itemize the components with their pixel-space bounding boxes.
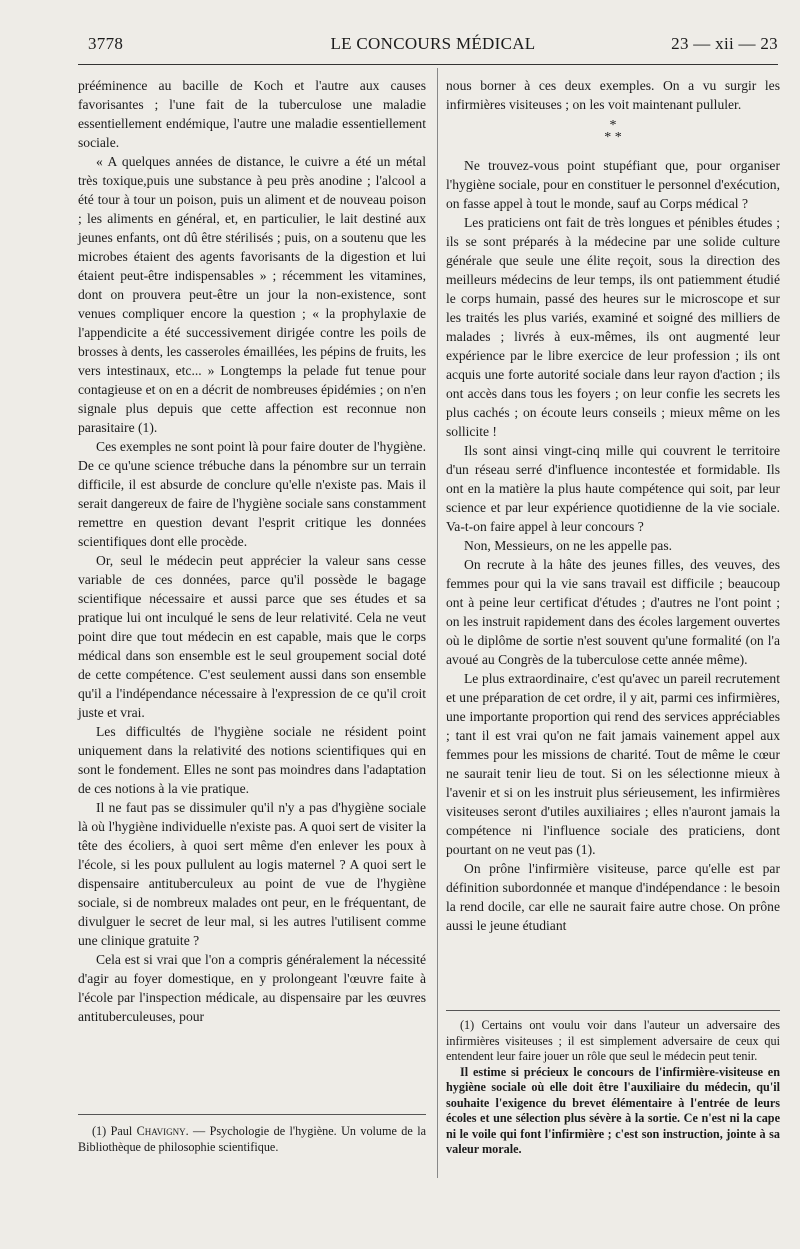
- right-paragraph-6: On recrute à la hâte des jeunes filles, des veuves, des femmes pour qui la vie sans travail est difficile ; beaucoup ont à peine leur certificat d'études ; d'autres ne l'ont point ; on les instruit rapidement dans des écoles largement ouvertes où le diplôme de sortie n'est souvent qu'une formalité (on l'a avoué au Congrès de la tuberculose cette année même).: [446, 557, 780, 667]
- left-footnote-rule: [78, 1114, 426, 1115]
- right-paragraph-5: Non, Messieurs, on ne les appelle pas.: [464, 538, 673, 553]
- issue-date: 23 — xii — 23: [671, 34, 778, 53]
- header-rule: [78, 64, 778, 65]
- footnote-lead: (1) Paul: [92, 1124, 133, 1138]
- right-paragraph-7: Le plus extraordinaire, c'est qu'avec un pareil recrutement et une préparation de cet ordre, il y ait, parmi ces infirmières, une importante proportion qui rend des services appréciables ; tant il est vrai qu'on ne fait jamais vainement appel aux femmes pour les missions de charité. Tout de même le cœur ne saurait tenir lieu de tout. Si on les sélectionne mieux à l'avenir et si on les instruit plus sérieusement, les infirmières visiteuses seront d'utiles auxiliaires ; elles n'auront jamais la compétence ni l'influence sociale des praticiens, dont pourtant on ne veut pas (1).: [446, 671, 780, 857]
- footnote-author: Chavigny: [136, 1124, 186, 1138]
- left-paragraph-2: « A quelques années de distance, le cuivre a été un métal très toxique,puis une substance à peu près anodine ; l'alcool a été tour à tour un poison, puis un aliment et de nouveau poison ; les aliments en général, et, en particulier, le lait destiné aux jeunes enfants, ont dû être stérilisés ; puis, on a soutenu que les microbes étaient des agents favorisants de la digestion et lui étaient peut-être indispensables » ; récemment les vitamines, dont on prouvera peut-être un jour la non-existence, sont venues compliquer encore la question ; « la prophylaxie de l'appendicite a été successivement dirigée contre les poils de brosses à dents, les casseroles émaillées, les pépins de fruits, les vers intestinaux, etc... » Longtemps la pelade fut tenue pour contagieuse et on en a décrit de nombreuses épidémies ; on n'en signale plus depuis que cette affection est reconnue non parasitaire (1).: [78, 154, 426, 435]
- section-separator: [446, 120, 780, 144]
- journal-title: LE CONCOURS MÉDICAL: [330, 34, 536, 53]
- separator-star-bottom: * *: [604, 130, 622, 145]
- right-paragraph-1: nous borner à ces deux exemples. On a vu surgir les infirmières visiteuses ; on les voit maintenant pulluler.: [446, 78, 780, 112]
- left-paragraph-5: Les difficultés de l'hygiène sociale ne résident point uniquement dans la relativité des notions scientifiques qui en sont le fondement. Elles ne sont pas moindres dans l'adaptation de ces notions à la vie pratique.: [78, 724, 426, 796]
- right-column: [446, 76, 780, 935]
- left-paragraph-1: prééminence au bacille de Koch et l'autre aux causes favorisantes ; l'une fait de la tuberculose une maladie essentiellement endémique, l'autre une maladie essentiellement sociale.: [78, 78, 426, 150]
- left-column: [78, 76, 426, 1026]
- right-footnote-paragraph-2: Il estime si précieux le concours de l'infirmière-visiteuse en hygiène sociale où elle doit être l'auxiliaire du médecin, qu'il souhaite l'exigence du brevet élémentaire à l'entrée de leurs écoles et une sélection plus sévère à la sortie. Ce n'est ni la cape ni le voile qui font l'infirmière ; c'est son instruction, jointe à sa valeur morale.: [446, 1064, 780, 1156]
- column-divider: [437, 68, 438, 1178]
- footnote-rest: . — Psychologie de l'hygiène. Un volume de la Bibliothèque de philosophie scientifique.: [78, 1124, 426, 1154]
- left-paragraph-7: Cela est si vrai que l'on a compris généralement la nécessité d'agir au foyer domestique, en y prolongeant l'œuvre faite à l'école par l'inspection médicale, au dispensaire par les œuvres antituberculeuses, pour: [78, 952, 426, 1024]
- right-paragraph-4: Ils sont ainsi vingt-cinq mille qui couvrent le territoire d'un réseau serré d'influence incontestée et formidable. Ils ont en la matière la plus haute compétence qui soit, par leur science et par leur expérience quotidienne de la vie sociale. Va-t-on faire appel à leur concours ?: [446, 443, 780, 534]
- separator-star-top: *: [609, 118, 617, 133]
- right-paragraph-3: Les praticiens ont fait de très longues et pénibles études ; ils se sont préparés à la médecine par une solide culture générale que seule une élite reçoit, sous la direction des meilleurs médecins de leur temps, ils ont patiemment étudié le corps humain, passé des heures sur le microscope et sur les traités les plus variés, examiné et soigné des milliers de malades ; livrés à eux-mêmes, ils ont augmenté leur expérience par le libre exercice de leur profession ; ils ont acquis une forte autorité sociale dans leur rayon d'action ; ils ont accès dans tous les foyers ; on leur confie les secrets les plus cachés ; on écoute leurs conseils ; mieux même on les sollicite !: [446, 215, 780, 439]
- page-number: 3778: [88, 34, 124, 53]
- right-footnote-paragraph-1: (1) Certains ont voulu voir dans l'auteur un adversaire des infirmières visiteuses ; il est simplement adversaire de ceux qui entendent leur faire jouer un rôle que seul le médecin peut tenir.: [446, 1018, 780, 1063]
- right-paragraph-2: Ne trouvez-vous point stupéfiant que, pour organiser l'hygiène sociale, pour en constituer le personnel d'exécution, on fasse appel à tout le monde, sauf au Corps médical ?: [446, 158, 780, 211]
- right-footnote: [446, 1018, 780, 1158]
- page-header: [88, 32, 778, 60]
- left-paragraph-3: Ces exemples ne sont point là pour faire douter de l'hygiène. De ce qu'une science trébuche dans la pénombre sur un terrain difficile, il est absurde de conclure qu'elle n'existe pas. Mais il serait dangereux de faire de l'hygiène sociale sans constamment remettre en question devant l'esprit critique les données scientifiques dont elle procède.: [78, 439, 426, 549]
- left-paragraph-4: Or, seul le médecin peut apprécier la valeur sans cesse variable de ces données, parce qu'il possède le bagage scientifique nécessaire et aussi parce que ses études et sa pratique lui ont inculqué le sens de leur relativité. Cela ne veut point dire que tout médecin en est capable, mais que le corps médical dans son ensemble est le seul groupement social doté de cette compétence. C'est seulement aussi dans son ensemble qu'il a l'indépendance nécessaire à l'expression de ce qu'il croit juste et vrai.: [78, 553, 426, 720]
- right-footnote-rule: [446, 1010, 780, 1011]
- left-paragraph-6: Il ne faut pas se dissimuler qu'il n'y a pas d'hygiène sociale là où l'hygiène individuelle n'existe pas. A quoi sert de visiter la tête des écoliers, à quoi sert même d'en enlever les poux à l'école, si les poux pullulent au logis maternel ? A quoi sert le dispensaire antituberculeux au point de vue de l'hygiène sociale, si de nombreux malades ont peur, en le fréquentant, de divulguer le secret de leur mal, si les autres l'utilisent comme une clinique gratuite ?: [78, 800, 426, 948]
- right-paragraph-8: On prône l'infirmière visiteuse, parce qu'elle est par définition subordonnée et manque d'indépendance : le besoin la rend docile, car elle ne saurait faire autre chose. On prône aussi le jeune étudiant: [446, 861, 780, 933]
- left-footnote: [78, 1124, 426, 1155]
